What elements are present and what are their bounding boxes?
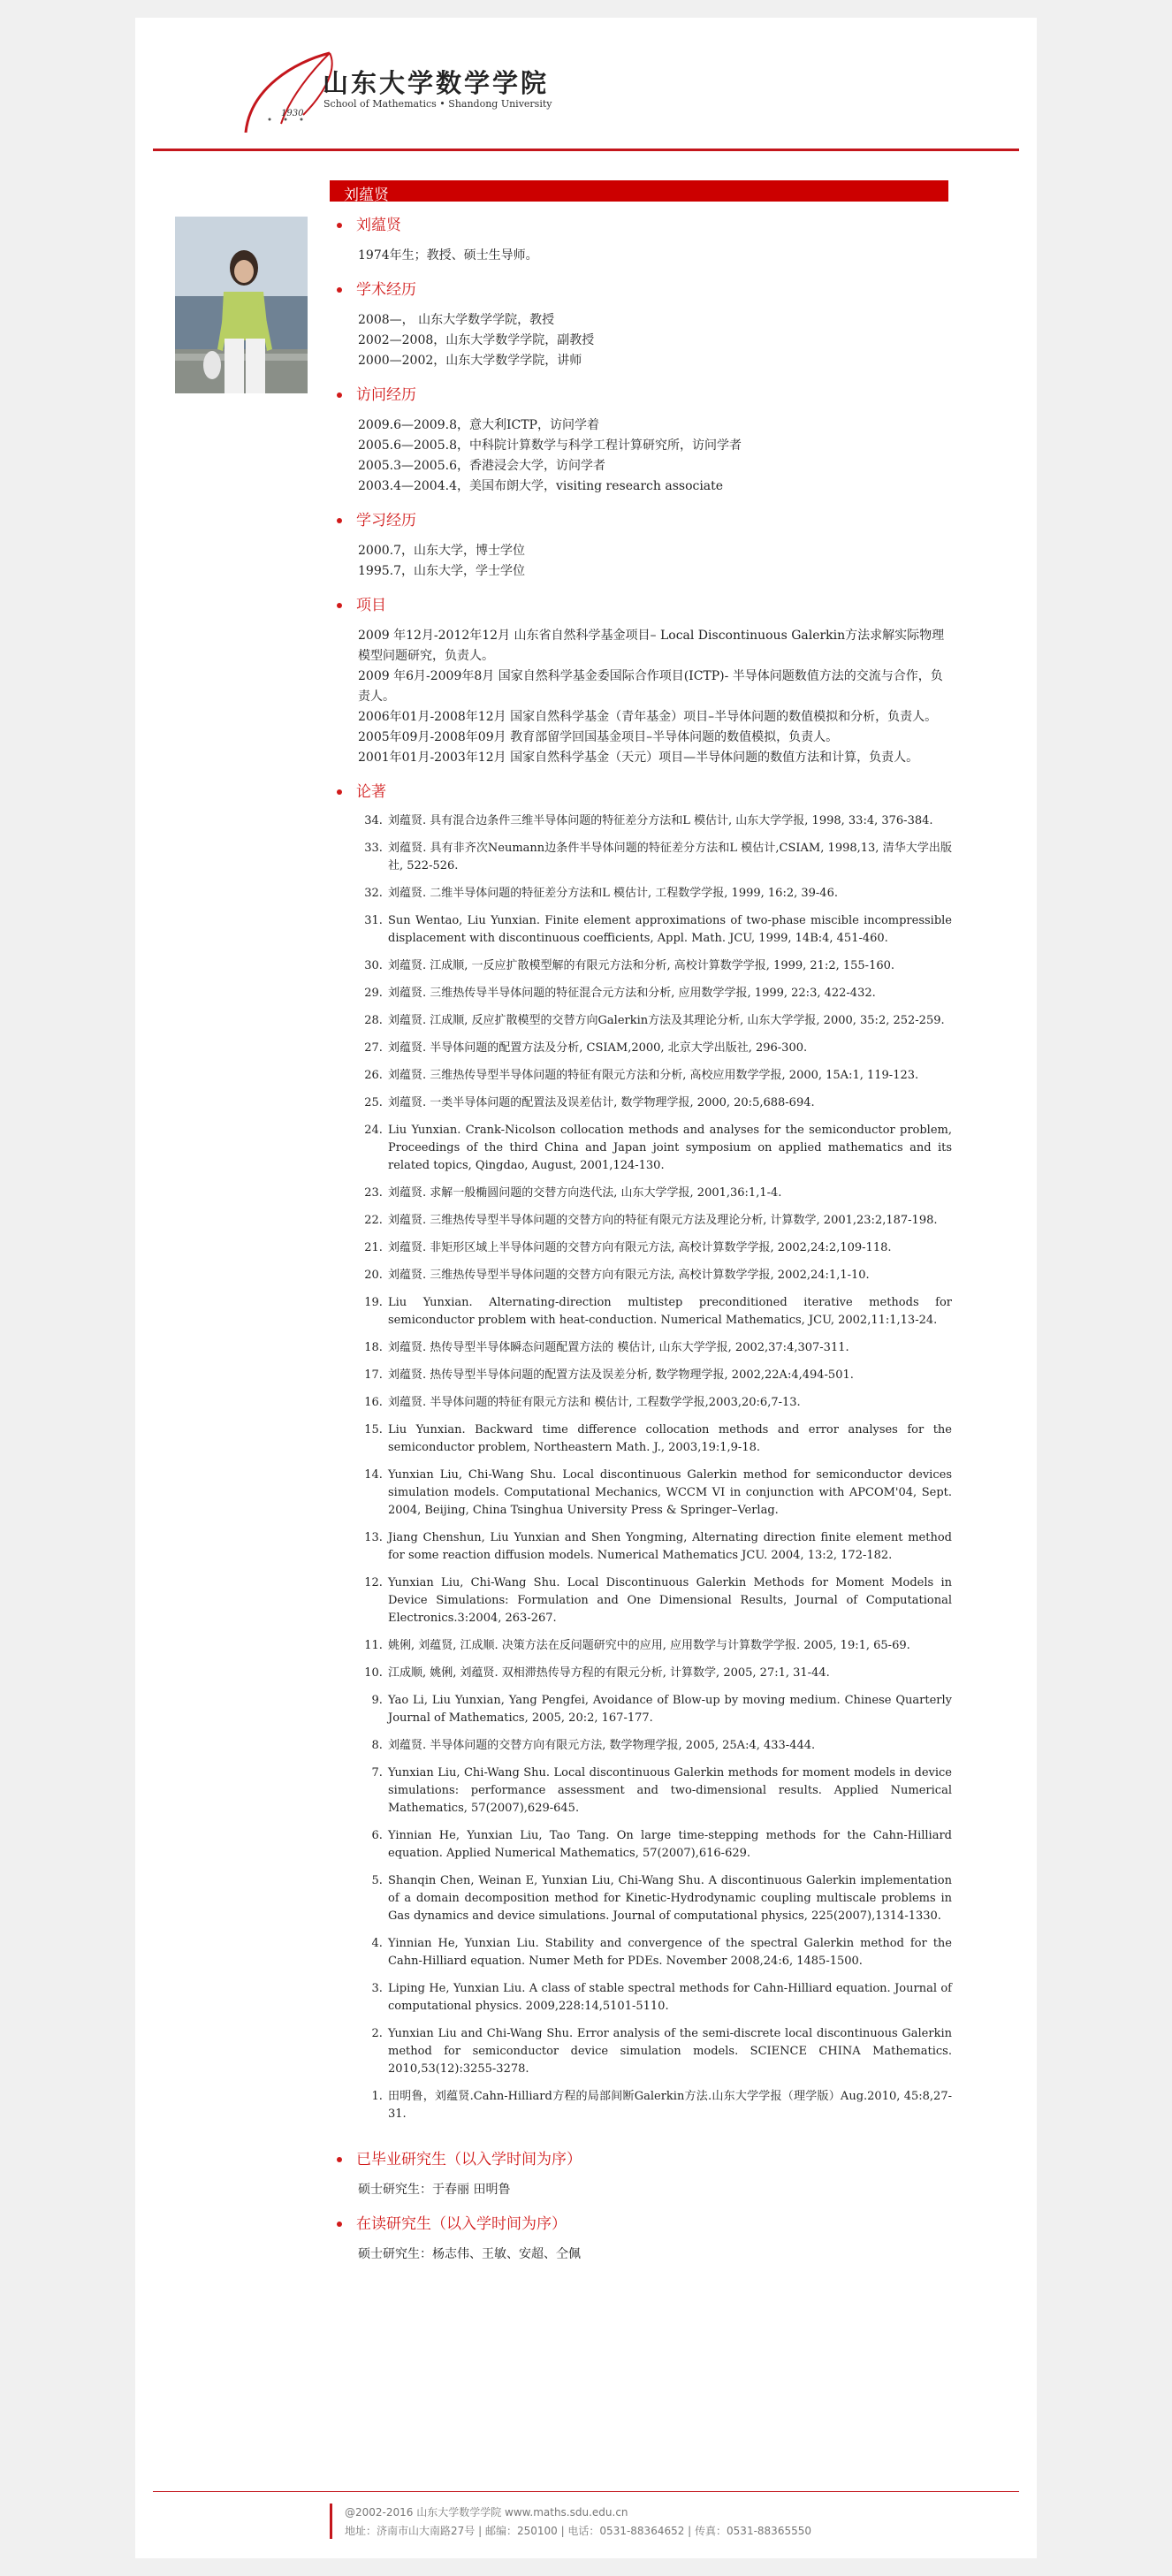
academic-line: 2008—， 山东大学数学学院，教授 xyxy=(358,313,555,327)
project-line: 2009 年6月-2009年8月 国家自然科学基金委国际合作项目(ICTP)- 半导体问题数值方法的交流与合作，负责人。 xyxy=(358,669,943,704)
paper-item: 19. Liu Yunxian. Alternating-direction multistep preconditioned iterative methods for semiconductor problem with heat-conduction. Numerical Mathematics, JCU, 2002,11:1,13-24. xyxy=(386,1294,952,1330)
footer-copyright: @2002-2016 山东大学数学学院 www.maths.sdu.edu.cn xyxy=(345,2506,628,2519)
paper-item: 18. 刘蕴贤. 热传导型半导体瞬态问题配置方法的 模估计, 山东大学学报, 2002,37:4,307-311. xyxy=(386,1339,952,1357)
paper-item: 6. Yinnian He, Yunxian Liu, Tao Tang. On large time-stepping methods for the Cahn-Hilliard equation. Applied Numerical Mathematics, 57(2007),616-629. xyxy=(386,1827,952,1863)
study-line: 1995.7，山东大学，学士学位 xyxy=(358,564,525,578)
section-heading-papers: 论著 xyxy=(333,781,952,804)
academic-line: 2002—2008，山东大学数学学院，副教授 xyxy=(358,333,595,347)
paper-item: 21. 刘蕴贤. 非矩形区域上半导体问题的交替方向有限元方法, 高校计算数学学报, 2002,24:2,109-118. xyxy=(386,1239,952,1257)
bio-line: 1974年生；教授、硕士生导师。 xyxy=(358,248,538,263)
paper-item: 11. 姚俐, 刘蕴贤, 江成顺. 决策方法在反问题研究中的应用, 应用数学与计算数学学报. 2005, 19:1, 65-69. xyxy=(386,1637,952,1655)
paper-item: 13. Jiang Chenshun, Liu Yunxian and Shen Yongming, Alternating direction finite element method for some reaction diffusion models. Numerical Mathematics JCU. 2004, 13:2, 172-182. xyxy=(386,1529,952,1565)
footer-accent-bar xyxy=(330,2504,332,2539)
graduated-students: 硕士研究生：于春丽 田明鲁 xyxy=(358,2183,511,2197)
footer-divider xyxy=(153,2491,1019,2492)
project-line: 2009 年12月-2012年12月 山东省自然科学基金项目– Local Discontinuous Galerkin方法求解实际物理模型问题研究，负责人。 xyxy=(358,629,945,663)
page-title: 刘蕴贤 xyxy=(344,187,389,204)
paper-item: 4. Yinnian He, Yunxian Liu. Stability and convergence of the spectral Galerkin method for the Cahn-Hilliard equation. Numer Meth for PDEs. November 2008,24:6, 1485-1500. xyxy=(386,1935,952,1970)
paper-item: 30. 刘蕴贤. 江成顺, 一反应扩散模型解的有限元方法和分析, 高校计算数学学报, 1999, 21:2, 155-160. xyxy=(386,957,952,975)
section-projects-body xyxy=(333,626,952,768)
section-name-body xyxy=(333,246,952,266)
paper-item: 23. 刘蕴贤. 求解一般椭圆问题的交替方向迭代法, 山东大学学报, 2001,36:1,1-4. xyxy=(386,1185,952,1202)
section-graduated-body xyxy=(333,2180,952,2200)
section-heading-study: 学习经历 xyxy=(333,509,952,532)
paper-item: 9. Yao Li, Liu Yunxian, Yang Pengfei, Avoidance of Blow-up by moving medium. Chinese Quarterly Journal of Mathematics, 2005, 20:2, 167-177. xyxy=(386,1692,952,1727)
paper-item: 20. 刘蕴贤. 三维热传导型半导体问题的交替方向有限元方法, 高校计算数学学报, 2002,24:1,1-10. xyxy=(386,1267,952,1284)
paper-item: 14. Yunxian Liu, Chi-Wang Shu. Local discontinuous Galerkin method for semiconductor devices simulation models. Computational Mechanics, WCCM VI in conjunction with APCOM'04, Sept. 2004, Beijing, China Tsinghua University Press & Springer–Verlag. xyxy=(386,1467,952,1520)
paper-item: 7. Yunxian Liu, Chi-Wang Shu. Local discontinuous Galerkin methods for moment models in device simulations: performance assessment and two-dimensional results. Applied Numerical Mathematics, 57(2007),629-645. xyxy=(386,1764,952,1818)
paper-item: 26. 刘蕴贤. 三维热传导型半导体问题的特征有限元方法和分析, 高校应用数学学报, 2000, 15A:1, 119-123. xyxy=(386,1067,952,1085)
logo-title-cn: 山东大学数学学院 xyxy=(323,68,550,98)
visit-line: 2009.6—2009.8，意大利ICTP，访问学着 xyxy=(358,418,599,432)
visit-line: 2003.4—2004.4，美国布朗大学，visiting research associate xyxy=(358,479,724,493)
current-students: 硕士研究生：杨志伟、王敏、安超、仝佩 xyxy=(358,2247,581,2261)
project-line: 2005年09月-2008年09月 教育部留学回国基金项目–半导体问题的数值模拟，负责人。 xyxy=(358,730,839,744)
papers-list xyxy=(333,812,952,2123)
paper-item: 22. 刘蕴贤. 三维热传导型半导体问题的交替方向的特征有限元方法及理论分析, 计算数学, 2001,23:2,187-198. xyxy=(386,1212,952,1230)
visit-line: 2005.6—2005.8，中科院计算数学与科学工程计算研究所，访问学者 xyxy=(358,438,742,453)
paper-item: 15. Liu Yunxian. Backward time difference collocation methods and error analyses for the semiconductor problem, Northeastern Math. J., 2003,19:1,9-18. xyxy=(386,1421,952,1457)
study-line: 2000.7，山东大学，博士学位 xyxy=(358,544,525,558)
section-current-body xyxy=(333,2244,952,2265)
paper-item: 3. Liping He, Yunxian Liu. A class of stable spectral methods for Cahn-Hilliard equation. Journal of computational physics. 2009,228:14,5101-5110. xyxy=(386,1980,952,2016)
section-academic-body xyxy=(333,310,952,371)
paper-item: 33. 刘蕴贤. 具有非齐次Neumann边条件半导体问题的特征差分方法和L 模估计,CSIAM, 1998,13, 清华大学出版社, 522-526. xyxy=(386,840,952,875)
paper-item: 2. Yunxian Liu and Chi-Wang Shu. Error analysis of the semi-discrete local discontinuous Galerkin method for semiconductor device simulation models. SCIENCE CHINA Mathematics. 2010,53(12):3255-3278. xyxy=(386,2025,952,2078)
paper-item: 16. 刘蕴贤. 半导体问题的特征有限元方法和 模估计, 工程数学学报,2003,20:6,7-13. xyxy=(386,1394,952,1412)
section-heading-projects: 项目 xyxy=(333,594,952,617)
section-heading-academic: 学术经历 xyxy=(333,278,952,301)
paper-item: 31. Sun Wentao, Liu Yunxian. Finite element approximations of two-phase miscible incompressible displacement with discontinuous coefficients, Appl. Math. JCU, 1999, 14B:4, 451-460. xyxy=(386,912,952,948)
section-heading-name: 刘蕴贤 xyxy=(333,214,952,237)
section-heading-current: 在读研究生（以入学时间为序） xyxy=(333,2213,952,2236)
paper-item: 24. Liu Yunxian. Crank-Nicolson collocation methods and analyses for the semiconductor problem, Proceedings of the third China and Japan joint symposium on applied mathematics and its related topics, Qingdao, August, 2001,124-130. xyxy=(386,1122,952,1175)
logo-year: 1930 xyxy=(281,109,304,118)
paper-item: 34. 刘蕴贤. 具有混合边条件三维半导体问题的特征差分方法和L 模估计, 山东大学学报, 1998, 33:4, 376-384. xyxy=(386,812,952,830)
section-heading-visits: 访问经历 xyxy=(333,384,952,407)
page xyxy=(135,18,1037,2558)
paper-item: 10. 江成顺, 姚俐, 刘蕴贤. 双相滞热传导方程的有限元分析, 计算数学, 2005, 27:1, 31-44. xyxy=(386,1665,952,1682)
header-divider xyxy=(153,149,1019,151)
visit-line: 2005.3—2005.6，香港浸会大学，访问学者 xyxy=(358,459,605,473)
section-heading-graduated: 已毕业研究生（以入学时间为序） xyxy=(333,2148,952,2171)
paper-item: 29. 刘蕴贤. 三维热传导半导体问题的特征混合元方法和分析, 应用数学学报, 1999, 22:3, 422-432. xyxy=(386,985,952,1002)
paper-item: 12. Yunxian Liu, Chi-Wang Shu. Local Discontinuous Galerkin Methods for Moment Models in Device Simulations: Formulation and One Dimensional Results, Journal of Computational Electronics.3:2004, 263-267. xyxy=(386,1574,952,1627)
paper-item: 28. 刘蕴贤. 江成顺, 反应扩散模型的交替方向Galerkin方法及其理论分析, 山东大学学报, 2000, 35:2, 252-259. xyxy=(386,1012,952,1030)
paper-item: 32. 刘蕴贤. 二维半导体问题的特征差分方法和L 模估计, 工程数学学报, 1999, 16:2, 39-46. xyxy=(386,885,952,903)
portrait-photo xyxy=(175,217,308,393)
project-line: 2001年01月-2003年12月 国家自然科学基金（天元）项目—半导体问题的数值方法和计算，负责人。 xyxy=(358,751,919,765)
paper-item: 27. 刘蕴贤. 半导体问题的配置方法及分析, CSIAM,2000, 北京大学出版社, 296-300. xyxy=(386,1040,952,1057)
paper-item: 25. 刘蕴贤. 一类半导体问题的配置法及误差估计, 数学物理学报, 2000, 20:5,688-694. xyxy=(386,1094,952,1112)
academic-line: 2000—2002，山东大学数学学院，讲师 xyxy=(358,354,582,368)
paper-item: 1. 田明鲁，刘蕴贤.Cahn-Hilliard方程的局部间断Galerkin方法.山东大学学报（理学版）Aug.2010, 45:8,27-31. xyxy=(386,2088,952,2123)
paper-item: 5. Shanqin Chen, Weinan E, Yunxian Liu, Chi-Wang Shu. A discontinuous Galerkin implementation of a domain decomposition method for Kinetic-Hydrodynamic coupling multiscale problems in Gas dynamics and device simulations. Journal of computational physics, 225(2007),1314-1330. xyxy=(386,1872,952,1925)
project-line: 2006年01月-2008年12月 国家自然科学基金（青年基金）项目–半导体问题的数值模拟和分析，负责人。 xyxy=(358,710,938,724)
paper-item: 17. 刘蕴贤. 热传导型半导体问题的配置方法及误差分析, 数学物理学报, 2002,22A:4,494-501. xyxy=(386,1367,952,1384)
footer-contact: 地址：济南市山大南路27号 | 邮编：250100 | 电话：0531-88364652 | 传真：0531-88365550 xyxy=(345,2525,811,2537)
page-title-bar xyxy=(330,180,948,202)
section-study-body xyxy=(333,541,952,582)
logo-title-en: School of Mathematics • Shandong University xyxy=(323,98,552,110)
profile-content xyxy=(333,214,952,2277)
paper-item: 8. 刘蕴贤. 半导体问题的交替方向有限元方法, 数学物理学报, 2005, 25A:4, 433-444. xyxy=(386,1737,952,1755)
section-visits-body xyxy=(333,415,952,497)
